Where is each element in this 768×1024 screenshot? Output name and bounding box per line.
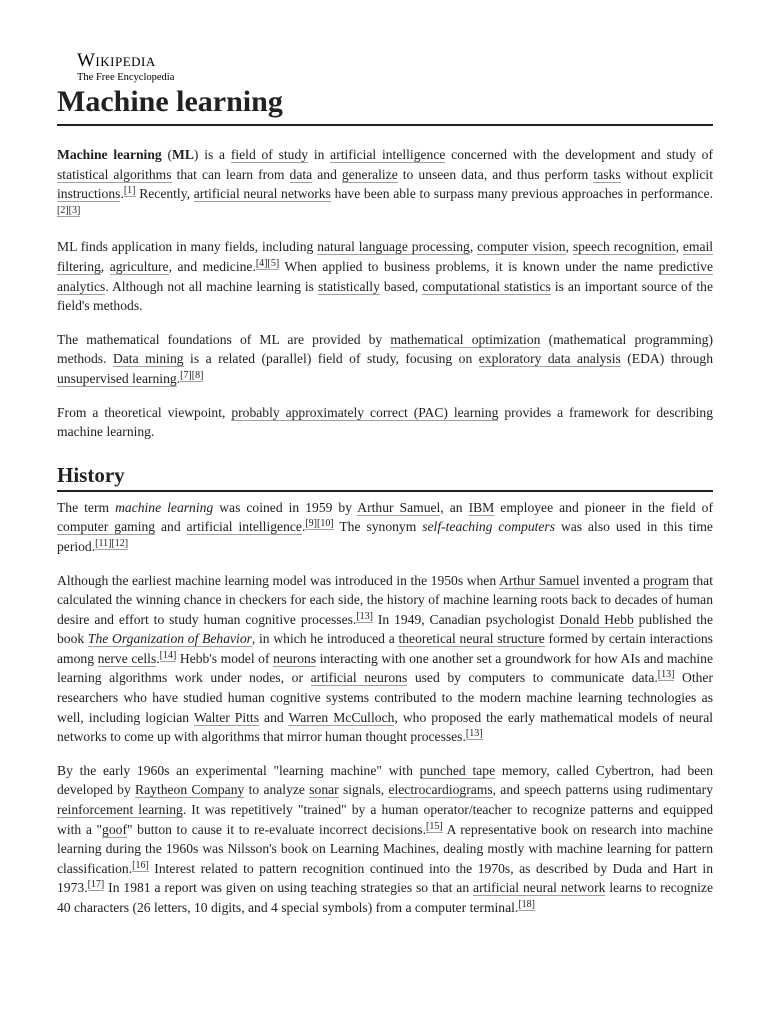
logo-tagline: The Free Encyclopedia [77,72,175,83]
link-arthur-samuel[interactable]: Arthur Samuel [357,499,441,515]
section-heading-history: History [57,460,713,492]
bold-term: ML [172,147,194,162]
citation [57,205,80,217]
citation [95,538,128,550]
link-computational-statistics[interactable]: computational statistics [422,278,551,294]
text: Other researchers who have studied human cognitive systems contributed to the modern machine learning technologies as well, including logician [57,670,713,725]
citation-link[interactable]: [3] [68,204,81,216]
citation-link[interactable]: [2] [57,204,69,216]
text: to analyze [244,782,310,798]
text: formed by certain interactions among [57,631,713,666]
text: Although the earliest machine learning model was introduced in the 1950s when [57,572,499,588]
text: " button to cause it to re-evaluate incorrect decisions. [126,821,426,837]
link-ibm[interactable]: IBM [468,499,495,515]
text: to unseen data, and thus perform [397,166,594,182]
citation-link[interactable]: [1] [123,185,136,197]
link-reinforcement-learning[interactable]: reinforcement learning [57,802,183,818]
link-organization-of-behavior[interactable]: The Organization of Behavior [87,631,252,647]
intro-paragraph-1 [57,145,713,223]
citation-link[interactable]: [16] [132,859,149,871]
citation-link[interactable]: [13] [356,610,373,622]
link-artificial-intelligence[interactable]: artificial intelligence [186,519,302,535]
text: From a theoretical viewpoint, [57,404,232,420]
italic-term: machine learning [115,499,214,515]
link-agriculture[interactable]: agriculture [109,258,169,274]
history-paragraph-1 [57,498,713,557]
link-nerve-cells[interactable]: nerve cells [97,650,157,666]
intro-paragraph-3 [57,330,713,389]
link-donald-hebb[interactable]: Donald Hebb [559,611,634,627]
text: ML finds application in many fields, including [57,239,318,255]
link-sonar[interactable]: sonar [309,782,339,798]
link-computer-gaming[interactable]: computer gaming [57,519,156,535]
text: and [258,709,289,725]
citation-link[interactable]: [9] [305,518,318,530]
link-artificial-neural-networks[interactable]: artificial neural networks [193,186,331,202]
link-statistically[interactable]: statistically [317,278,380,294]
citation [132,860,149,872]
text: Hebb's model of [176,650,274,666]
citation [180,370,203,382]
text: , [675,239,683,255]
text: was coined in 1959 by [213,499,358,515]
link-exploratory-data-analysis[interactable]: exploratory data analysis [478,351,621,367]
text: . [156,650,160,666]
link-generalize[interactable]: generalize [341,166,398,182]
link-theoretical-neural-structure[interactable]: theoretical neural structure [398,631,545,647]
link-walter-pitts[interactable]: Walter Pitts [193,709,259,725]
text: have been able to surpass many previous approaches in performance. [330,186,713,202]
link-tasks[interactable]: tasks [593,166,621,182]
text: signals, [338,782,389,798]
citation-link[interactable]: [11] [95,537,112,549]
link-punched-tape[interactable]: punched tape [419,762,496,778]
text: , [565,239,573,255]
citation [426,821,443,833]
history-paragraph-3 [57,761,713,918]
text: used by computers to communicate data. [407,670,658,686]
link-instructions[interactable]: instructions [57,186,121,202]
citation-link[interactable]: [13] [465,728,483,740]
text: , and medicine. [168,258,256,274]
text: Recently, [135,186,194,202]
citation [356,611,373,623]
text: , and speech patterns using rudimentary [492,782,713,798]
text: invented a [579,572,643,588]
bold-term: Machine learning [57,147,162,162]
citation-link[interactable]: [10] [317,518,334,530]
link-mathematical-optimization[interactable]: mathematical optimization [390,331,541,347]
text: , [469,239,478,255]
link-email-filtering[interactable]: email filtering [57,239,714,274]
text: Interest related to pattern recognition continued into the 1970s, as described by Duda and Hart in 1973. [57,860,713,896]
text: is an important source of the field's methods. [57,278,713,314]
citation-link[interactable]: [13] [657,669,675,681]
text: , in which he introduced a [251,631,399,647]
link-computer-vision[interactable]: computer vision [477,239,566,255]
citation [658,669,675,681]
intro-paragraph-4 [57,403,713,442]
citation [466,728,483,740]
link-speech-recognition[interactable]: speech recognition [572,239,676,255]
intro-paragraph-2 [57,237,713,315]
text: learns to recognize 40 characters (26 letters, 10 digits, and 4 special symbols) from a computer terminal. [57,880,714,915]
text: A representative book on research into machine learning during the 1960s was Nilsson's book on Learning Machines, dealing mostly with machine learning for pattern classification. [57,821,714,876]
text: (mathematical programming) methods. [57,331,713,367]
link-pac-learning[interactable]: probably approximately correct (PAC) learning [231,404,499,420]
article-body [57,145,713,932]
text: published the book [57,611,713,647]
citation [124,185,136,197]
text: When applied to business problems, it is known under the name [279,258,659,274]
citation [160,650,177,662]
text: , [100,258,110,274]
italic-term: self-teaching computers [422,519,556,535]
citation-link[interactable]: [7] [180,369,192,381]
text: . [120,186,124,202]
citation-link[interactable]: [14] [159,649,177,661]
link-artificial-neurons[interactable]: artificial neurons [310,670,408,686]
logo-wordmark: Wikipedia [77,50,156,71]
text: . [176,370,181,386]
text: . It was repetitively "trained" by a human operator/teacher to recognize patterns and equipped with a " [57,802,714,837]
citation [88,879,105,891]
link-nlp[interactable]: natural language processing [317,239,470,255]
text: By the early 1960s an experimental "learning machine" with [57,762,420,778]
text: is a related (parallel) field of study, focusing on [183,351,479,367]
text: , an [440,499,469,515]
text: In 1949, Canadian psychologist [373,611,560,627]
text: employee and pioneer in the field of [494,499,714,515]
text: memory, called Cybertron, had been developed by [57,762,714,798]
text: ) is a [193,147,231,162]
link-artificial-intelligence[interactable]: artificial intelligence [330,147,446,162]
text: , who proposed the early mathematical models of neural networks to come up with algorithms that mirror human thought processes. [57,709,713,745]
link-artificial-neural-network[interactable]: artificial neural network [473,880,606,896]
link-predictive-analytics[interactable]: predictive analytics [57,258,714,294]
text: that can learn from [171,166,290,182]
text: without explicit [620,166,713,182]
citation-link[interactable]: [17] [87,879,105,891]
link-warren-mcculloch[interactable]: Warren McCulloch [288,709,395,725]
link-arthur-samuel[interactable]: Arthur Samuel [498,572,580,588]
page-title: Machine learning [57,80,713,126]
citation-link[interactable]: [4] [255,257,268,269]
link-raytheon-company[interactable]: Raytheon Company [135,782,245,798]
citation-link[interactable]: [5] [267,257,280,269]
citation [305,518,333,530]
history-paragraph-2 [57,571,713,747]
text: was also used in this time period. [57,519,713,554]
citation-link[interactable]: [12] [111,537,129,549]
link-field-of-study[interactable]: field of study [230,147,309,162]
text: ( [161,147,172,162]
link-program[interactable]: program [642,572,690,588]
text: In 1981 a report was given on using teaching strategies so that an [104,880,474,896]
link-neurons[interactable]: neurons [273,650,317,666]
text: and [312,166,342,182]
text: . [301,519,306,535]
text: and [155,519,187,535]
citation-link[interactable]: [15] [426,820,443,832]
citation-link[interactable]: [8] [191,369,204,381]
text: The mathematical foundations of ML are provided by [57,331,391,347]
link-data-mining[interactable]: Data mining [112,351,184,367]
link-electrocardiograms[interactable]: electrocardiograms [388,782,493,798]
text: based, [379,278,423,294]
citation-link[interactable]: [18] [518,899,535,910]
text: concerned with the development and study of [445,147,713,162]
text: provides a framework for describing machine learning. [57,404,713,440]
text: . Although not all machine learning is [105,278,318,294]
text: The term [57,499,116,515]
citation [256,258,279,270]
citation [518,899,535,911]
link-goof[interactable]: goof [102,821,127,837]
link-data[interactable]: data [289,166,313,182]
text: in [308,147,331,162]
link-unsupervised-learning[interactable]: unsupervised learning [57,370,177,386]
text: interacting with one another set a groundwork for how AIs and machine learning algorithms work under nodes, or [57,650,713,686]
text: (EDA) through [620,351,713,367]
link-statistical-algorithms[interactable]: statistical algorithms [57,166,172,182]
text: that calculated the winning chance in checkers for each side, the history of machine learning roots back to decades of human desire and effort to study human cognitive processes. [57,572,713,627]
text: The synonym [333,519,423,535]
